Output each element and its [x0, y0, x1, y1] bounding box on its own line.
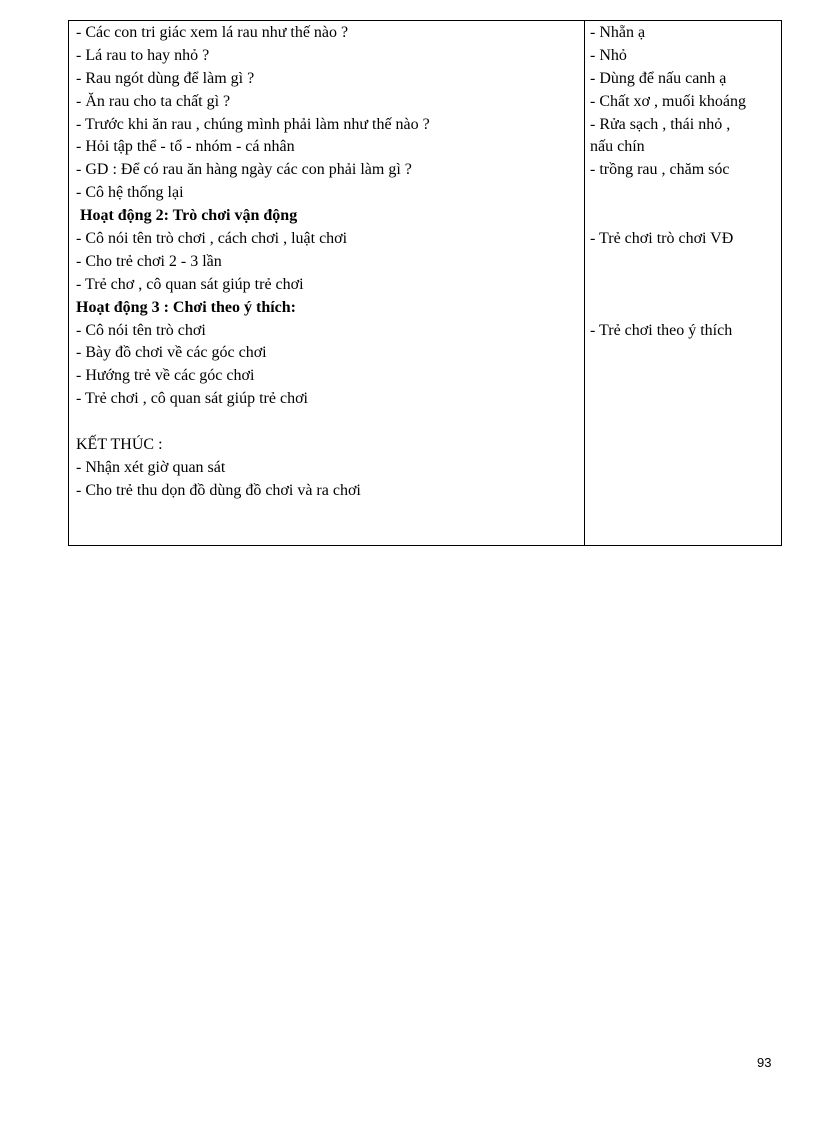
teacher-activity-column	[76, 22, 582, 503]
teacher-activity-line: - Cho trẻ chơi 2 - 3 lần	[76, 252, 222, 270]
teacher-activity-line: - Trước khi ăn rau , chúng mình phải làm như thế nào ?	[76, 115, 430, 133]
teacher-activity-line: KẾT THÚC :	[76, 436, 163, 454]
teacher-activity-line: - Trẻ chơ , cô quan sát giúp trẻ chơi	[76, 275, 304, 293]
child-activity-column	[590, 22, 780, 342]
teacher-activity-line: - Bày đồ chơi về các góc chơi	[76, 344, 267, 362]
child-activity-line	[590, 205, 780, 228]
teacher-activity-line: - Các con tri giác xem lá rau như thế nào ?	[76, 24, 349, 41]
teacher-activity-line: - Trẻ chơi , cô quan sát giúp trẻ chơi	[76, 390, 308, 408]
teacher-activity-line: - Nhận xét giờ quan sát	[76, 458, 226, 476]
child-activity-line	[590, 182, 780, 205]
child-activity-line: - Nhỏ	[590, 46, 627, 64]
teacher-activity-line: - Rau ngót dùng để làm gì ?	[76, 69, 255, 87]
child-activity-line: - Nhẵn ạ	[590, 24, 646, 41]
child-activity-line: - Dùng để nấu canh ạ	[590, 69, 727, 87]
teacher-activity-line: - Cô hệ thống lại	[76, 184, 184, 202]
child-activity-line: nấu chín	[590, 138, 645, 156]
section-heading: Hoạt động 2: Trò chơi vận động	[80, 207, 298, 225]
teacher-activity-line: - Cô nói tên trò chơi , cách chơi , luật chơi	[76, 230, 348, 248]
teacher-activity-line: - Ăn rau cho ta chất gì ?	[76, 92, 231, 110]
section-heading: Hoạt động 3 : Chơi theo ý thích:	[76, 298, 296, 316]
child-activity-line	[590, 274, 780, 297]
teacher-activity-line: - Hỏi tập thể - tổ - nhóm - cá nhân	[76, 138, 295, 156]
child-activity-line: - Rửa sạch , thái nhỏ ,	[590, 115, 731, 133]
child-activity-line: - Trẻ chơi trò chơi VĐ	[590, 230, 734, 248]
child-activity-line: - trồng rau , chăm sóc	[590, 161, 730, 179]
teacher-activity-line: - Cô nói tên trò chơi	[76, 321, 206, 339]
teacher-activity-line: - Hướng trẻ về các góc chơi	[76, 367, 255, 385]
column-divider	[584, 21, 585, 545]
page-number: 93	[757, 1055, 772, 1070]
child-activity-line	[590, 297, 780, 320]
teacher-activity-line: - Lá rau to hay nhỏ ?	[76, 46, 210, 64]
child-activity-line: - Chất xơ , muối khoáng	[590, 92, 746, 110]
teacher-activity-line	[76, 411, 582, 434]
child-activity-line: - Trẻ chơi theo ý thích	[590, 321, 733, 339]
teacher-activity-line: - Cho trẻ thu dọn đồ dùng đồ chơi và ra chơi	[76, 481, 361, 499]
child-activity-line	[590, 251, 780, 274]
teacher-activity-line: - GD : Để có rau ăn hàng ngày các con phải làm gì ?	[76, 161, 412, 179]
lesson-table	[68, 20, 782, 546]
